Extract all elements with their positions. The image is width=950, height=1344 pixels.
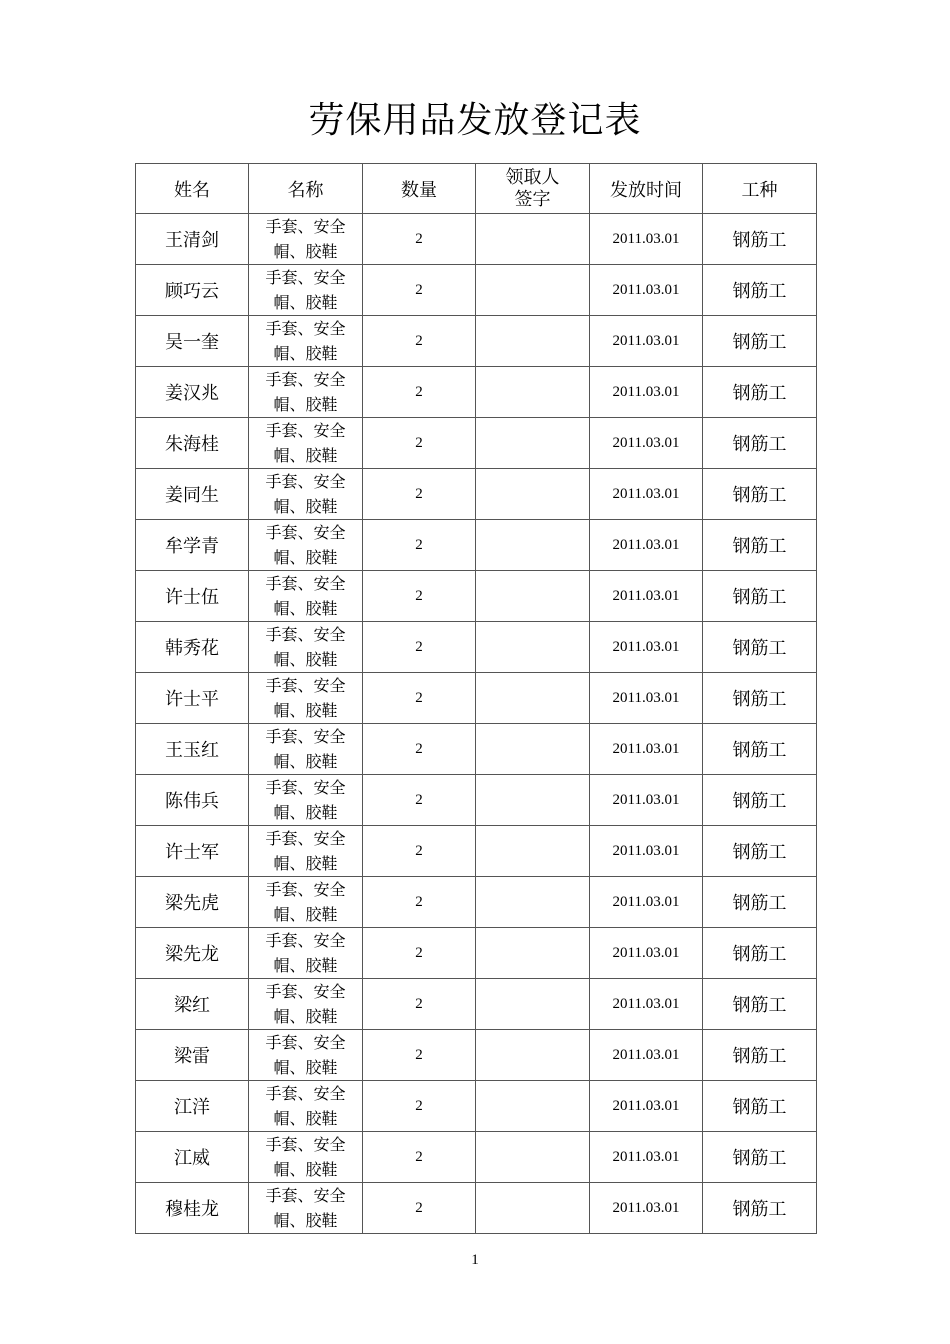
cell-date: 2011.03.01 [590,316,703,367]
cell-item [249,1183,363,1234]
cell-date: 2011.03.01 [590,1030,703,1081]
cell-date: 2011.03.01 [590,367,703,418]
header-signature-line1: 领取人 [505,166,560,188]
cell-job-type: 钢筋工 [703,1081,817,1132]
cell-item [249,724,363,775]
cell-date: 2011.03.01 [590,928,703,979]
cell-signature[interactable] [476,724,590,775]
cell-item-line1: 手套、安全 [265,319,346,338]
table-row [136,622,817,673]
header-job-type: 工种 [703,164,817,214]
cell-item-line2: 帽、胶鞋 [273,1160,338,1179]
cell-date: 2011.03.01 [590,673,703,724]
cell-item-line2: 帽、胶鞋 [273,803,338,822]
cell-job-type: 钢筋工 [703,877,817,928]
cell-item-line2: 帽、胶鞋 [273,395,338,414]
cell-job-type: 钢筋工 [703,571,817,622]
cell-item [249,367,363,418]
header-date: 发放时间 [590,164,703,214]
cell-job-type: 钢筋工 [703,367,817,418]
cell-quantity: 2 [363,265,476,316]
cell-quantity: 2 [363,520,476,571]
table-row [136,469,817,520]
cell-date: 2011.03.01 [590,979,703,1030]
table-row [136,826,817,877]
cell-item [249,418,363,469]
cell-signature[interactable] [476,418,590,469]
cell-signature[interactable] [476,1183,590,1234]
header-signature-line2: 签字 [514,188,551,210]
cell-signature[interactable] [476,469,590,520]
cell-name: 陈伟兵 [136,775,249,826]
cell-name: 牟学青 [136,520,249,571]
table-row [136,979,817,1030]
cell-signature[interactable] [476,877,590,928]
cell-item [249,673,363,724]
cell-item [249,1030,363,1081]
cell-name: 梁先虎 [136,877,249,928]
table-row [136,520,817,571]
cell-job-type: 钢筋工 [703,724,817,775]
cell-item-line2: 帽、胶鞋 [273,497,338,516]
cell-item-line1: 手套、安全 [265,472,346,491]
table-header-row [136,164,817,214]
cell-name: 穆桂龙 [136,1183,249,1234]
cell-date: 2011.03.01 [590,1081,703,1132]
table-row [136,418,817,469]
cell-name: 许士军 [136,826,249,877]
cell-item-line1: 手套、安全 [265,421,346,440]
cell-job-type: 钢筋工 [703,1030,817,1081]
cell-item-line2: 帽、胶鞋 [273,344,338,363]
cell-quantity: 2 [363,469,476,520]
table-row [136,775,817,826]
table-row [136,1081,817,1132]
table-row [136,877,817,928]
cell-quantity: 2 [363,877,476,928]
cell-item-line2: 帽、胶鞋 [273,1007,338,1026]
cell-item-line2: 帽、胶鞋 [273,854,338,873]
cell-quantity: 2 [363,724,476,775]
cell-signature[interactable] [476,1132,590,1183]
cell-item-line1: 手套、安全 [265,829,346,848]
cell-item-line2: 帽、胶鞋 [273,905,338,924]
cell-item [249,622,363,673]
cell-quantity: 2 [363,979,476,1030]
cell-signature[interactable] [476,1030,590,1081]
cell-item-line1: 手套、安全 [265,931,346,950]
cell-job-type: 钢筋工 [703,1132,817,1183]
cell-item [249,979,363,1030]
cell-date: 2011.03.01 [590,1183,703,1234]
page-title: 劳保用品发放登记表 [308,100,642,141]
cell-item-line2: 帽、胶鞋 [273,242,338,261]
cell-item-line1: 手套、安全 [265,1084,346,1103]
cell-signature[interactable] [476,214,590,265]
cell-job-type: 钢筋工 [703,1183,817,1234]
cell-name: 梁先龙 [136,928,249,979]
cell-item-line1: 手套、安全 [265,523,346,542]
table-row [136,724,817,775]
cell-item [249,214,363,265]
cell-job-type: 钢筋工 [703,316,817,367]
table-row [136,214,817,265]
cell-item-line2: 帽、胶鞋 [273,752,338,771]
cell-item-line2: 帽、胶鞋 [273,1058,338,1077]
cell-item [249,571,363,622]
cell-quantity: 2 [363,928,476,979]
cell-name: 许士伍 [136,571,249,622]
cell-item [249,928,363,979]
cell-item [249,265,363,316]
register-table [135,163,817,1234]
cell-name: 许士平 [136,673,249,724]
cell-signature[interactable] [476,520,590,571]
cell-item [249,826,363,877]
cell-signature[interactable] [476,265,590,316]
cell-name: 姜汉兆 [136,367,249,418]
cell-item-line1: 手套、安全 [265,1033,346,1052]
cell-date: 2011.03.01 [590,622,703,673]
cell-quantity: 2 [363,1132,476,1183]
cell-item-line1: 手套、安全 [265,268,346,287]
cell-signature[interactable] [476,1081,590,1132]
cell-date: 2011.03.01 [590,469,703,520]
cell-date: 2011.03.01 [590,826,703,877]
cell-signature[interactable] [476,979,590,1030]
cell-date: 2011.03.01 [590,724,703,775]
cell-quantity: 2 [363,367,476,418]
cell-date: 2011.03.01 [590,571,703,622]
cell-date: 2011.03.01 [590,265,703,316]
cell-item [249,877,363,928]
header-quantity: 数量 [363,164,476,214]
cell-item-line2: 帽、胶鞋 [273,599,338,618]
table-row [136,265,817,316]
cell-item-line1: 手套、安全 [265,982,346,1001]
cell-name: 吴一奎 [136,316,249,367]
cell-item-line1: 手套、安全 [265,778,346,797]
cell-date: 2011.03.01 [590,877,703,928]
cell-signature[interactable] [476,673,590,724]
table-row [136,571,817,622]
cell-item [249,775,363,826]
cell-name: 韩秀花 [136,622,249,673]
cell-job-type: 钢筋工 [703,418,817,469]
cell-date: 2011.03.01 [590,1132,703,1183]
cell-item-line1: 手套、安全 [265,574,346,593]
cell-item-line2: 帽、胶鞋 [273,1109,338,1128]
cell-quantity: 2 [363,316,476,367]
cell-signature[interactable] [476,367,590,418]
cell-date: 2011.03.01 [590,520,703,571]
cell-job-type: 钢筋工 [703,775,817,826]
cell-quantity: 2 [363,1081,476,1132]
cell-name: 王玉红 [136,724,249,775]
cell-name: 梁雷 [136,1030,249,1081]
cell-job-type: 钢筋工 [703,214,817,265]
cell-item-line1: 手套、安全 [265,727,346,746]
cell-item-line2: 帽、胶鞋 [273,548,338,567]
header-item: 名称 [249,164,363,214]
cell-job-type: 钢筋工 [703,979,817,1030]
cell-item-line1: 手套、安全 [265,217,346,236]
cell-quantity: 2 [363,826,476,877]
table-row [136,1132,817,1183]
cell-item-line1: 手套、安全 [265,1135,346,1154]
cell-name: 朱海桂 [136,418,249,469]
cell-item-line1: 手套、安全 [265,676,346,695]
header-signature [476,164,590,214]
cell-signature[interactable] [476,622,590,673]
cell-item-line2: 帽、胶鞋 [273,446,338,465]
cell-signature[interactable] [476,826,590,877]
header-name: 姓名 [136,164,249,214]
table-row [136,928,817,979]
cell-name: 江威 [136,1132,249,1183]
cell-item-line2: 帽、胶鞋 [273,650,338,669]
page-number: 1 [471,1252,479,1268]
table-row [136,673,817,724]
cell-job-type: 钢筋工 [703,265,817,316]
cell-quantity: 2 [363,622,476,673]
cell-item [249,469,363,520]
cell-job-type: 钢筋工 [703,622,817,673]
cell-date: 2011.03.01 [590,214,703,265]
cell-job-type: 钢筋工 [703,826,817,877]
cell-quantity: 2 [363,775,476,826]
cell-date: 2011.03.01 [590,775,703,826]
table-row [136,1030,817,1081]
cell-item-line1: 手套、安全 [265,625,346,644]
cell-signature[interactable] [476,316,590,367]
cell-item-line1: 手套、安全 [265,370,346,389]
cell-item [249,1132,363,1183]
cell-name: 梁红 [136,979,249,1030]
cell-date: 2011.03.01 [590,418,703,469]
cell-quantity: 2 [363,214,476,265]
cell-signature[interactable] [476,571,590,622]
cell-item-line2: 帽、胶鞋 [273,956,338,975]
cell-job-type: 钢筋工 [703,520,817,571]
table-row [136,367,817,418]
cell-name: 江洋 [136,1081,249,1132]
cell-item [249,1081,363,1132]
cell-item-line2: 帽、胶鞋 [273,293,338,312]
cell-signature[interactable] [476,928,590,979]
cell-item-line2: 帽、胶鞋 [273,701,338,720]
cell-item-line1: 手套、安全 [265,1186,346,1205]
cell-name: 顾巧云 [136,265,249,316]
cell-job-type: 钢筋工 [703,469,817,520]
table-body [136,214,817,1234]
cell-quantity: 2 [363,418,476,469]
cell-job-type: 钢筋工 [703,673,817,724]
table-row [136,1183,817,1234]
cell-name: 王清剑 [136,214,249,265]
cell-item [249,316,363,367]
cell-name: 姜同生 [136,469,249,520]
cell-quantity: 2 [363,673,476,724]
cell-item [249,520,363,571]
cell-signature[interactable] [476,775,590,826]
cell-item-line1: 手套、安全 [265,880,346,899]
table-row [136,316,817,367]
cell-quantity: 2 [363,1183,476,1234]
cell-item-line2: 帽、胶鞋 [273,1211,338,1230]
cell-job-type: 钢筋工 [703,928,817,979]
cell-quantity: 2 [363,1030,476,1081]
cell-quantity: 2 [363,571,476,622]
